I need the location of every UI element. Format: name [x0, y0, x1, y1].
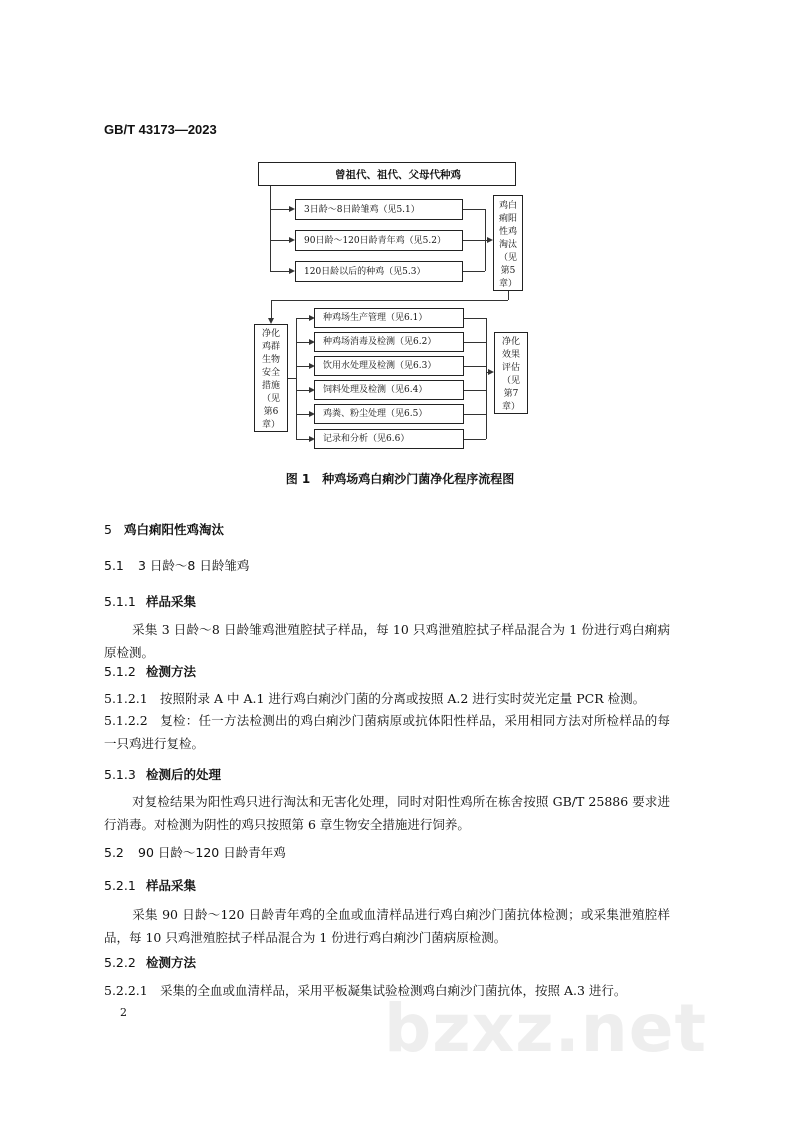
- figure-caption: 图 1 种鸡场鸡白痢沙门菌净化程序流程图: [285, 472, 515, 486]
- page-number: 2: [120, 1006, 127, 1019]
- cull-line: （见: [498, 253, 517, 263]
- measure-label: 种鸡场消毒及检测（见6.2）: [323, 337, 437, 347]
- section-heading-5-2-1: 5.2.1 样品采集: [104, 878, 197, 893]
- measure-box: [314, 356, 464, 376]
- biosec-line: 鸡群: [261, 342, 280, 352]
- cull-line: 章）: [498, 279, 517, 289]
- biosec-line: 第6: [263, 407, 279, 417]
- biosec-line: 净化: [261, 329, 280, 339]
- cull-line: 痢阳: [498, 214, 517, 224]
- measure-label: 饮用水处理及检测（见6.3）: [323, 361, 437, 371]
- measure-box: [314, 380, 464, 400]
- measure-box: [314, 429, 464, 449]
- paragraph-5-1-1: 采集 3 日龄～8 日龄雏鸡泄殖腔拭子样品，每 10 只鸡泄殖腔拭子样品混合为 1 份进行鸡白痢病原检测。: [104, 622, 670, 660]
- biosec-line: 措施: [261, 381, 280, 391]
- cull-line: 性鸡: [498, 227, 517, 237]
- flowchart-top-label: 曾祖代、祖代、父母代种鸡: [335, 169, 461, 181]
- section-heading-5-1-3: 5.1.3 检测后的处理: [104, 767, 222, 782]
- flowchart: [254, 162, 534, 462]
- cull-line: 第5: [500, 266, 516, 276]
- cull-line: 鸡白: [498, 201, 517, 211]
- measure-label: 种鸡场生产管理（见6.1）: [323, 313, 428, 323]
- measure-label: 鸡粪、粉尘处理（见6.5）: [323, 409, 428, 419]
- evaluation-box: [494, 332, 528, 414]
- paragraph-5-1-3: 对复检结果为阳性鸡只进行淘汰和无害化处理，同时对阳性鸡所在栋舍按照 GB/T 25886 要求进行消毒。对检测为阴性的鸡只按照第 6 章生物安全措施进行饲养。: [104, 794, 670, 832]
- paragraph-5-1-2-2: 5.1.2.2 复检：任一方法检测出的鸡白痢沙门菌病原或抗体阳性样品，采用相同方法对所检样品的每一只鸡进行复检。: [104, 713, 670, 751]
- eval-line: 评估: [501, 363, 520, 373]
- standard-code: GB/T 43173—2023: [104, 122, 217, 137]
- stage-label: 90日龄～120日龄青年鸡（见5.2）: [304, 236, 446, 246]
- biosec-line: （见: [261, 394, 280, 404]
- stage-box-breeder: [295, 261, 463, 282]
- cull-line: 淘汰: [498, 240, 517, 250]
- paragraph-5-1-2-1: 5.1.2.1 按照附录 A 中 A.1 进行鸡白痢沙门菌的分离或按照 A.2 进行实时荧光定量 PCR 检测。: [104, 691, 646, 706]
- flowchart-top-box: [258, 162, 516, 186]
- section-heading-5-2-2: 5.2.2 检测方法: [104, 955, 197, 970]
- section-heading-5-1-1: 5.1.1 样品采集: [104, 594, 197, 609]
- section-heading-5: 5 鸡白痢阳性鸡淘汰: [104, 522, 225, 537]
- biosec-line: 章）: [261, 420, 280, 430]
- watermark: bzxz.net: [384, 990, 708, 1067]
- stage-label: 120日龄以后的种鸡（见5.3）: [304, 267, 426, 277]
- biosecurity-box: [254, 324, 288, 432]
- measure-label: 记录和分析（见6.6）: [323, 434, 410, 444]
- section-heading-5-1: 5.1 3 日龄～8 日龄雏鸡: [104, 558, 250, 573]
- section-heading-5-2: 5.2 90 日龄～120 日龄青年鸡: [104, 845, 286, 860]
- eval-line: 效果: [501, 350, 520, 360]
- paragraph-5-2-2-1: 5.2.2.1 采集的全血或血清样品，采用平板凝集试验检测鸡白痢沙门菌抗体，按照 A.3 进行。: [104, 983, 627, 998]
- paragraph-5-2-1: 采集 90 日龄～120 日龄青年鸡的全血或血清样品进行鸡白痢沙门菌抗体检测；或采集泄殖腔样品，每 10 只鸡泄殖腔拭子样品混合为 1 份进行鸡白痢沙门菌病原检测。: [104, 907, 670, 945]
- cull-box: [493, 195, 523, 291]
- stage-box-chick: [295, 199, 463, 220]
- measure-box: [314, 308, 464, 328]
- section-heading-5-1-2: 5.1.2 检测方法: [104, 664, 197, 679]
- eval-line: （见: [501, 376, 520, 386]
- eval-line: 章）: [501, 402, 520, 412]
- biosec-line: 安全: [261, 368, 280, 378]
- eval-line: 净化: [501, 337, 520, 347]
- measure-box: [314, 404, 464, 424]
- eval-line: 第7: [503, 389, 519, 399]
- stage-box-young: [295, 230, 463, 251]
- measure-label: 饲料处理及检测（见6.4）: [323, 385, 428, 395]
- measure-box: [314, 332, 464, 352]
- stage-label: 3日龄～8日龄雏鸡（见5.1）: [304, 205, 420, 215]
- biosec-line: 生物: [261, 355, 280, 365]
